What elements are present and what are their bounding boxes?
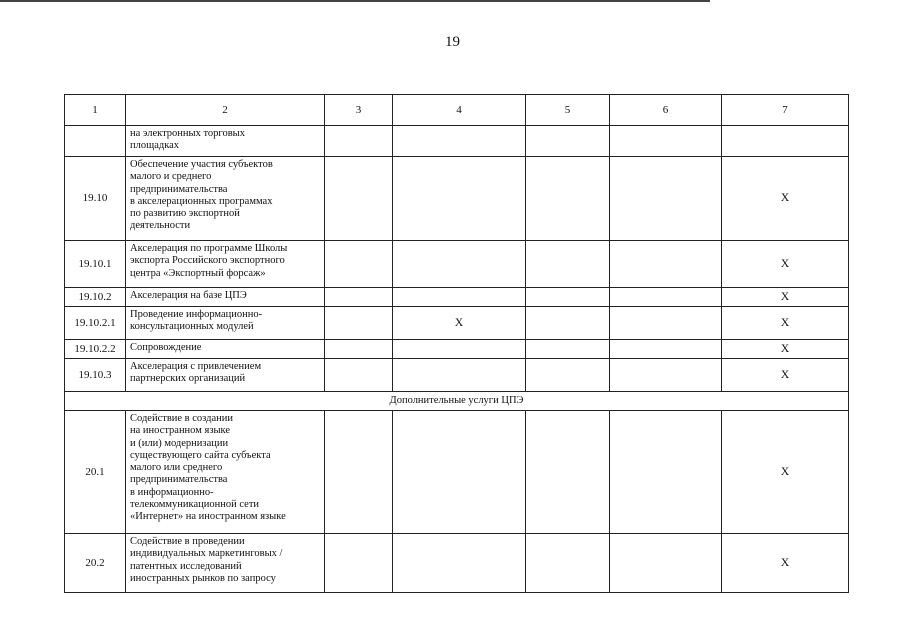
cell-col-6	[610, 288, 722, 307]
table-row	[65, 411, 849, 534]
cell-col-4	[393, 340, 526, 359]
cell-col-4	[393, 241, 526, 288]
row-description: Проведение информационно- консультационных модулей	[126, 307, 325, 340]
cell-col-3	[325, 534, 393, 593]
row-description: на электронных торговых площадках	[126, 126, 325, 157]
cell-col-7: X	[722, 340, 849, 359]
table-row	[65, 288, 849, 307]
cell-col-5	[526, 411, 610, 534]
table-row	[65, 157, 849, 241]
cell-col-6	[610, 411, 722, 534]
table-row	[65, 534, 849, 593]
row-number: 19.10.2	[65, 288, 126, 307]
row-description: Акселерация с привлечением партнерских организаций	[126, 359, 325, 392]
column-header: 7	[722, 95, 849, 126]
section-title: Дополнительные услуги ЦПЭ	[65, 392, 849, 411]
cell-col-4	[393, 157, 526, 241]
row-description: Акселерация по программе Школы экспорта Российского экспортного центра «Экспортный форсаж»	[126, 241, 325, 288]
cell-col-3	[325, 157, 393, 241]
cell-col-6	[610, 126, 722, 157]
column-header: 6	[610, 95, 722, 126]
column-header: 2	[126, 95, 325, 126]
services-table	[64, 94, 849, 593]
top-border-line	[0, 0, 710, 2]
cell-col-4	[393, 359, 526, 392]
cell-col-5	[526, 126, 610, 157]
row-description: Обеспечение участия субъектов малого и среднего предпринимательства в акселерационных программах по развитию экспортной деятельности	[126, 157, 325, 241]
cell-col-6	[610, 307, 722, 340]
cell-col-4	[393, 126, 526, 157]
row-number: 19.10.1	[65, 241, 126, 288]
cell-col-6	[610, 157, 722, 241]
cell-col-3	[325, 126, 393, 157]
cell-col-3	[325, 307, 393, 340]
cell-col-5	[526, 534, 610, 593]
table-row	[65, 307, 849, 340]
page-number: 19	[445, 34, 460, 50]
column-header: 4	[393, 95, 526, 126]
cell-col-7	[722, 126, 849, 157]
cell-col-7: X	[722, 288, 849, 307]
cell-col-6	[610, 534, 722, 593]
cell-col-7: X	[722, 534, 849, 593]
row-description: Содействие в проведении индивидуальных маркетинговых / патентных исследований иностранных рынков по запросу	[126, 534, 325, 593]
row-number: 20.1	[65, 411, 126, 534]
cell-col-6	[610, 340, 722, 359]
row-description: Сопровождение	[126, 340, 325, 359]
cell-col-5	[526, 288, 610, 307]
cell-col-5	[526, 241, 610, 288]
cell-col-4	[393, 411, 526, 534]
cell-col-4	[393, 534, 526, 593]
row-description: Содействие в создании на иностранном языке и (или) модернизации существующего сайта субъекта малого или среднего предпринимательства в информационно- телекоммуникационной сети «Интернет» на иностранном языке	[126, 411, 325, 534]
cell-col-4	[393, 288, 526, 307]
table-row	[65, 340, 849, 359]
table-header-row	[65, 95, 849, 126]
row-number: 19.10	[65, 157, 126, 241]
cell-col-3	[325, 241, 393, 288]
row-number: 19.10.2.2	[65, 340, 126, 359]
column-header: 3	[325, 95, 393, 126]
cell-col-5	[526, 307, 610, 340]
row-number: 20.2	[65, 534, 126, 593]
cell-col-6	[610, 241, 722, 288]
cell-col-3	[325, 411, 393, 534]
cell-col-7: X	[722, 411, 849, 534]
cell-col-5	[526, 340, 610, 359]
cell-col-5	[526, 359, 610, 392]
cell-col-3	[325, 340, 393, 359]
cell-col-3	[325, 359, 393, 392]
cell-col-7: X	[722, 307, 849, 340]
section-row	[65, 392, 849, 411]
cell-col-5	[526, 157, 610, 241]
row-number: 19.10.3	[65, 359, 126, 392]
cell-col-7: X	[722, 359, 849, 392]
cell-col-4: X	[393, 307, 526, 340]
cell-col-7: X	[722, 157, 849, 241]
cell-col-3	[325, 288, 393, 307]
row-description: Акселерация на базе ЦПЭ	[126, 288, 325, 307]
column-header: 1	[65, 95, 126, 126]
cell-col-6	[610, 359, 722, 392]
table-row	[65, 126, 849, 157]
row-number	[65, 126, 126, 157]
row-number: 19.10.2.1	[65, 307, 126, 340]
table-row	[65, 359, 849, 392]
table-row	[65, 241, 849, 288]
cell-col-7: X	[722, 241, 849, 288]
column-header: 5	[526, 95, 610, 126]
